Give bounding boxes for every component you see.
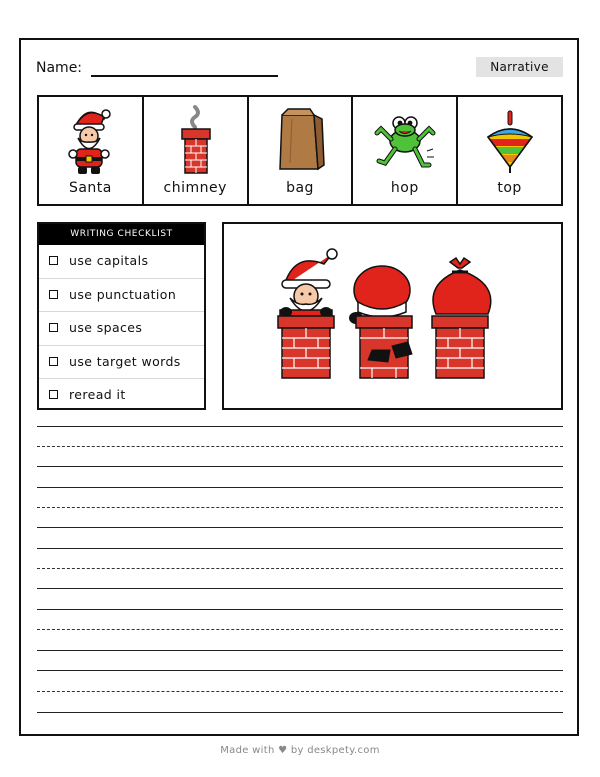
word-card-hop bbox=[351, 97, 456, 204]
writing-line[interactable] bbox=[37, 650, 563, 651]
checkbox[interactable] bbox=[49, 357, 58, 366]
midline bbox=[37, 568, 563, 569]
checklist-item[interactable] bbox=[39, 279, 204, 313]
checklist-item[interactable] bbox=[39, 245, 204, 279]
footer-suffix: by deskpety.com bbox=[290, 745, 380, 756]
writing-line[interactable] bbox=[37, 426, 563, 427]
picture-prompt bbox=[222, 222, 563, 410]
word-label-hop: hop bbox=[390, 180, 419, 196]
frog-icon bbox=[353, 105, 456, 177]
checklist-item-label: reread it bbox=[69, 387, 126, 403]
midline bbox=[37, 507, 563, 508]
paper-bag-icon bbox=[249, 105, 352, 177]
target-words-row bbox=[37, 95, 563, 206]
checkbox[interactable] bbox=[49, 390, 58, 399]
word-label-chimney: chimney bbox=[163, 180, 227, 196]
heart-icon: ♥ bbox=[278, 745, 288, 756]
chimney-santa-climbing-icon bbox=[349, 266, 412, 378]
checklist-item-label: use capitals bbox=[69, 253, 149, 268]
name-line[interactable] bbox=[91, 75, 278, 77]
midline bbox=[37, 691, 563, 692]
checklist-item[interactable] bbox=[39, 346, 204, 380]
checkbox[interactable] bbox=[49, 323, 58, 332]
word-card-santa bbox=[39, 97, 142, 204]
word-label-bag: bag bbox=[286, 180, 314, 196]
santa-icon bbox=[39, 105, 142, 177]
chimney-gift-sack-icon bbox=[432, 258, 491, 378]
checklist-item[interactable] bbox=[39, 312, 204, 346]
checklist-item[interactable] bbox=[39, 379, 204, 412]
footer-prefix: Made with bbox=[220, 745, 275, 756]
checkbox[interactable] bbox=[49, 290, 58, 299]
writing-line[interactable] bbox=[37, 670, 563, 671]
santa-chimneys-illustration bbox=[224, 224, 561, 408]
footer-credit bbox=[0, 745, 600, 756]
word-card-bag bbox=[247, 97, 352, 204]
checklist-title: WRITING CHECKLIST bbox=[39, 224, 204, 245]
word-card-chimney bbox=[142, 97, 247, 204]
writing-line[interactable] bbox=[37, 487, 563, 488]
word-label-top: top bbox=[497, 180, 522, 196]
chimney-santa-peeking-icon bbox=[278, 249, 337, 378]
writing-line[interactable] bbox=[37, 609, 563, 610]
word-card-top bbox=[456, 97, 561, 204]
midline bbox=[37, 629, 563, 630]
writing-line[interactable] bbox=[37, 712, 563, 713]
writing-line[interactable] bbox=[37, 466, 563, 467]
checkbox[interactable] bbox=[49, 256, 58, 265]
name-label: Name: bbox=[36, 60, 83, 76]
writing-line[interactable] bbox=[37, 588, 563, 589]
chimney-icon bbox=[144, 105, 247, 177]
checklist-item-label: use target words bbox=[69, 353, 181, 369]
writing-line[interactable] bbox=[37, 548, 563, 549]
checklist-item-label: use punctuation bbox=[69, 286, 177, 302]
checklist-item-label: use spaces bbox=[69, 320, 143, 336]
word-label-santa: Santa bbox=[68, 180, 112, 196]
writing-checklist bbox=[37, 222, 206, 410]
genre-badge: Narrative bbox=[476, 57, 563, 77]
midline bbox=[37, 446, 563, 447]
writing-line[interactable] bbox=[37, 527, 563, 528]
spinning-top-icon bbox=[458, 105, 561, 177]
